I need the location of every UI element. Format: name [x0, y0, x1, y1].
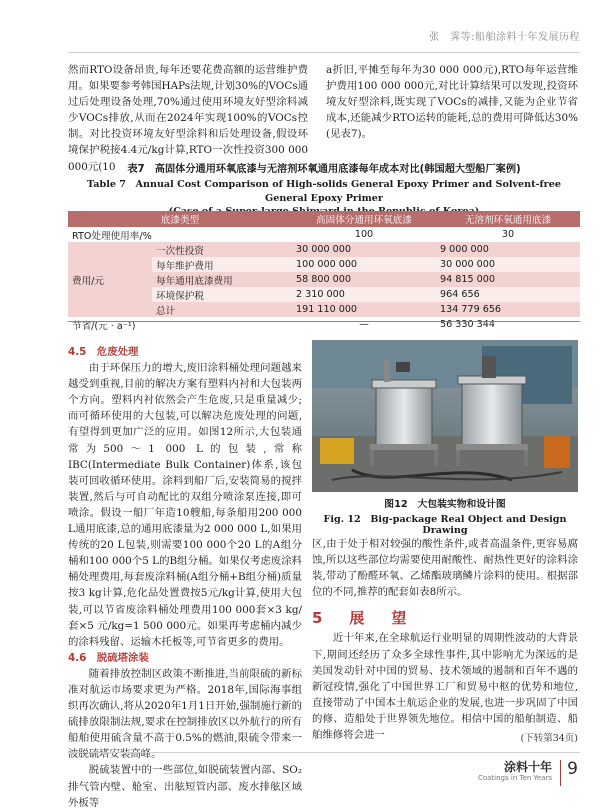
row-label: RTO处理使用率/% [68, 227, 292, 242]
section-5-heading: 5 展 望 [312, 609, 413, 628]
top-right-paragraph [326, 62, 578, 142]
continued-note: (下转第34页) [520, 733, 578, 744]
page-number-divider [560, 760, 561, 786]
table-row-saving [68, 317, 580, 332]
figure-caption-zh: 图12 大包装实物和设计图 [384, 499, 506, 510]
cell-high-solids: 2 310 000 [292, 287, 436, 302]
cell-high-solids: 58 800 000 [292, 272, 436, 287]
table-bottom-rule [68, 321, 580, 322]
section-4-6-paragraph-1: 随着排放控制区政策不断推进,当前限硫的新标准对航运市场要求更为严格。2018年,国际海事组织再次确认,将从2020年1月1日开始,强制施行新的硫排放限制法规,要求在控制排放区以外航行的所有船舶使用硫含量不高于0.5%的燃油,限硫令带来一波脱硫塔安装高峰。 [68, 667, 302, 761]
journal-name-en: Coatings in Ten Years [477, 774, 552, 782]
cell-high-solids: 30 000 000 [292, 242, 436, 257]
cell-solvent-free: 56 330 344 [436, 317, 580, 332]
footer-rule [68, 752, 580, 753]
table-header-primer-type: 底漆类型 [68, 211, 292, 227]
cell-solvent-free: 30 000 000 [436, 257, 580, 272]
table-caption-en-line1: Table 7 Annual Cost Comparison of High-solids General Epoxy Primer and Solvent-free General Epoxy Primer [87, 179, 561, 204]
top-left-paragraph [68, 62, 308, 175]
row-label: 总计 [152, 302, 292, 317]
section-4-5-paragraph: 由于环保压力的增大,废旧涂料桶处理问题越来越受到重视,目前的解决方案有塑料内衬和大包装两个方向。塑料内衬依然会产生危废,只是重量减少;而可循环使用的大包装,可以解决危废处理的问题,有望得到更加广泛的应用。如图12所示,大包装通常为500～1 000 L的包装,常称IBC(Intermediate Bulk Container)体系,该包装可回收循环使用。涂料到船厂后,安装简易的搅拌装置,然后与可自动配比的双组分喷涂泵连接,即可喷涂。假设一船厂年造10艘船,每条船用200 000 L通用底漆,总的通用底漆量为2 000 000 L,如果用传统的20 L包装,则需要100 000个20 L的A组分桶和100 000个5 L的B组分桶。如果仅考虑废涂料桶处理费用,每套废涂料桶(A组分桶+B组分桶)质量按3 kg计算,危化品处置费按5元/kg计算,使用大包装,可以节省废涂料桶处理费用100 000套×3 kg/套×5 元/kg=1 500 000元。如果再考虑桶内减少的涂料残留、运输木托板等,可节省更多的费用。 [68, 362, 302, 648]
section-5-paragraph: 近十年来,在全球航运行业明显的周期性波动的大背景下,期间还经历了众多全球性事件,其中影响尤为深远的是美国发动针对中国的贸易、技术领域的遏制和百年不遇的新冠疫情,强化了中国世界工厂和贸易中枢的优势和地位,直接带动了中国本土航运企业的发展,也进一步巩固了中国的修、造船处于世界领先地位。相信中国的船舶制造、船舶维修将会进一 [312, 632, 578, 742]
section-4-6-paragraph-2: 脱硫装置中的一些部位,如脱硫装置内部、SO₂排气管内壁、舱室、出舷短管内部、废水排舷区域外板等 [68, 764, 302, 809]
section-4-6-heading: 4.6 脱硫塔涂装 [68, 651, 149, 664]
cell-high-solids: — [292, 317, 436, 332]
big-package-photo-drawing [312, 340, 578, 492]
right-continued-paragraph: 区,由于处于相对较强的酸性条件,或者高温条件,更容易腐蚀,所以这些部位均需要使用耐酸性、耐热性更好的涂料涂装,带动了酚醛环氧、乙烯酯玻璃鳞片涂料的使用。根据部位的不同,推荐的配套如表8所示。 [312, 538, 578, 599]
left-column [68, 344, 302, 811]
cell-solvent-free: 30 [436, 227, 580, 242]
journal-name: 涂料十年 [503, 760, 552, 774]
table-row-cost-0 [68, 242, 580, 257]
top-left-text: 然而RTO设备昂贵,每年还要花费高额的运营维护费用。如果要参考韩国HAPs法规,计划30%的VOCs通过后处理设备处理,70%通过使用环境友好型涂料减少VOCs排放,从而在2024年实现100%的VOCs控制。对比投资环境友好型涂料和后处理设备,假设环境保护税接4.4元/kg计算,RTO一次性投资300 000 000元(10 [68, 64, 308, 173]
cost-comparison-table [68, 211, 580, 332]
cost-group-label: 费用/元 [68, 242, 152, 317]
header-rule [68, 52, 580, 53]
running-header: 张 霁等:船舶涂料十年发展历程 [429, 32, 580, 43]
cell-solvent-free: 134 779 656 [436, 302, 580, 317]
cell-high-solids: 100 000 000 [292, 257, 436, 272]
row-label: 每年维护费用 [152, 257, 292, 272]
figure-photo [312, 340, 578, 492]
cell-solvent-free: 964 656 [436, 287, 580, 302]
row-label: 每年通用底漆费用 [152, 272, 292, 287]
table-header-high-solids: 高固体分通用环氧底漆 [292, 211, 436, 227]
table-row-rto [68, 227, 580, 242]
row-label: 环境保护税 [152, 287, 292, 302]
row-label: 一次性投资 [152, 242, 292, 257]
top-right-text: a折旧,平摊至每年为30 000 000元),RTO每年运营维护费用100 000 000元,对比计算结果可以发现,投资环境友好型涂料,既实现了VOCs的减排,又能为企业节省成本,还能减少RTO运转的能耗,总的费用可降低达30%(见表7)。 [326, 64, 578, 141]
cell-high-solids: 191 110 000 [292, 302, 436, 317]
right-column [312, 536, 578, 743]
table-header-solvent-free: 无溶剂环氧通用底漆 [436, 211, 580, 227]
table-caption-zh: 表7 高固体分通用环氧底漆与无溶剂环氧通用底漆每年成本对比(韩国超大型船厂案例) [127, 164, 521, 175]
cell-solvent-free: 94 815 000 [436, 272, 580, 287]
row-label: 节省/(元 · a⁻¹) [68, 317, 292, 332]
cell-high-solids: 100 [292, 227, 436, 242]
cell-solvent-free: 9 000 000 [436, 242, 580, 257]
section-4-5-heading: 4.5 危废处理 [68, 346, 139, 358]
page-number: 9 [567, 759, 578, 779]
figure-caption-en: Fig. 12 Big-package Real Object and Design Drawing [323, 514, 567, 536]
